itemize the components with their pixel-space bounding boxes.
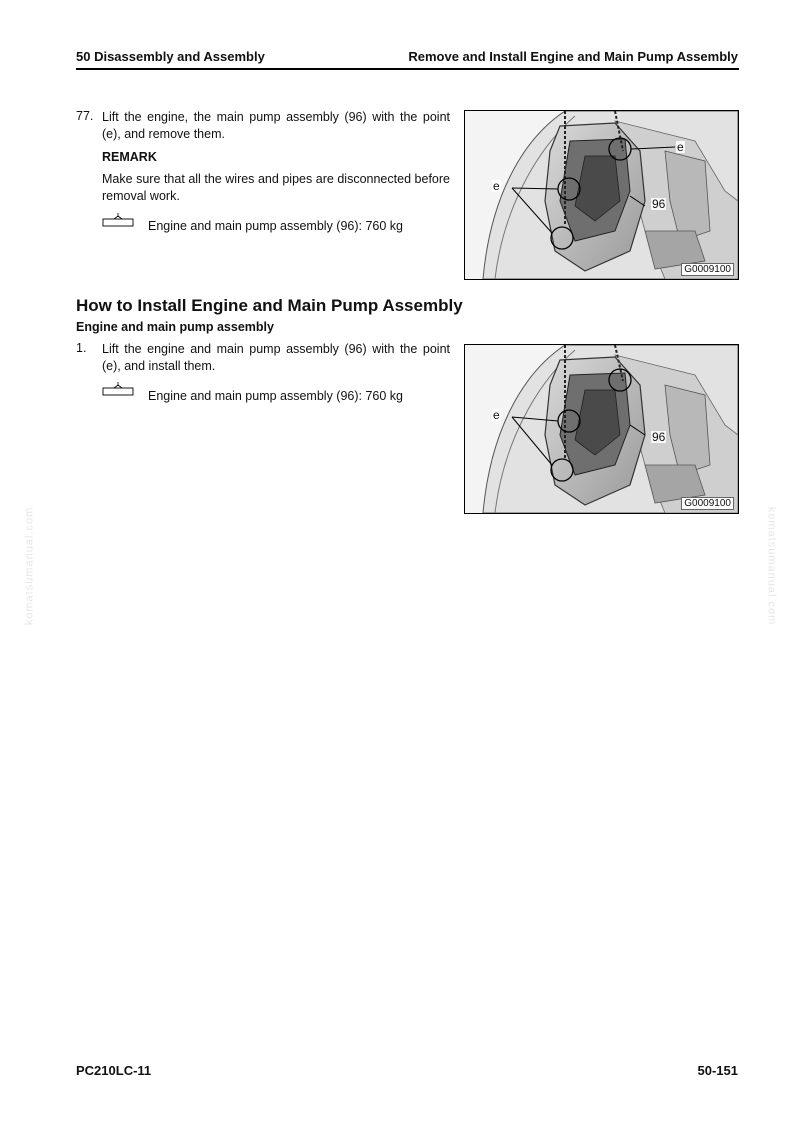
install-weight-text: Engine and main pump assembly (96): 760 kg	[148, 389, 404, 403]
remark-title: REMARK	[102, 150, 157, 164]
engine-illustration	[465, 111, 738, 279]
install-step-text: Lift the engine and main pump assembly (96) with the point (e), and install them.	[102, 342, 450, 373]
callout-e-left: e	[493, 408, 500, 422]
callout-e-right: e	[677, 140, 684, 154]
remark-text: Make sure that all the wires and pipes are disconnected before removal work.	[102, 172, 450, 203]
callout-96: 96	[652, 197, 666, 211]
hoist-weight-icon	[102, 213, 134, 227]
step-number: 77.	[76, 109, 94, 123]
header-page-title: Remove and Install Engine and Main Pump Assembly	[408, 49, 738, 64]
callout-96: 96	[652, 430, 666, 444]
weight-text: Engine and main pump assembly (96): 760 kg	[148, 219, 404, 233]
section-heading: How to Install Engine and Main Pump Assembly	[76, 296, 463, 315]
hoist-weight-icon	[102, 382, 134, 396]
install-step-number: 1.	[76, 341, 87, 355]
callout-e-left: e	[493, 179, 500, 193]
header-rule	[76, 68, 739, 70]
figure-code: G0009100	[681, 263, 734, 276]
footer-model: PC210LC-11	[76, 1063, 152, 1078]
footer-page-number: 50-151	[697, 1063, 738, 1078]
figure-engine-install	[464, 344, 739, 514]
figure-code: G0009100	[681, 497, 734, 510]
header-section-title: 50 Disassembly and Assembly	[76, 49, 265, 64]
engine-illustration	[465, 345, 738, 513]
watermark-left: komatsumanual.com	[23, 506, 36, 626]
figure-engine-removal	[464, 110, 739, 280]
watermark-right: komatsumanual.com	[765, 506, 778, 626]
subsection-heading: Engine and main pump assembly	[76, 320, 274, 334]
step-text: Lift the engine, the main pump assembly (96) with the point (e), and remove them.	[102, 110, 450, 141]
